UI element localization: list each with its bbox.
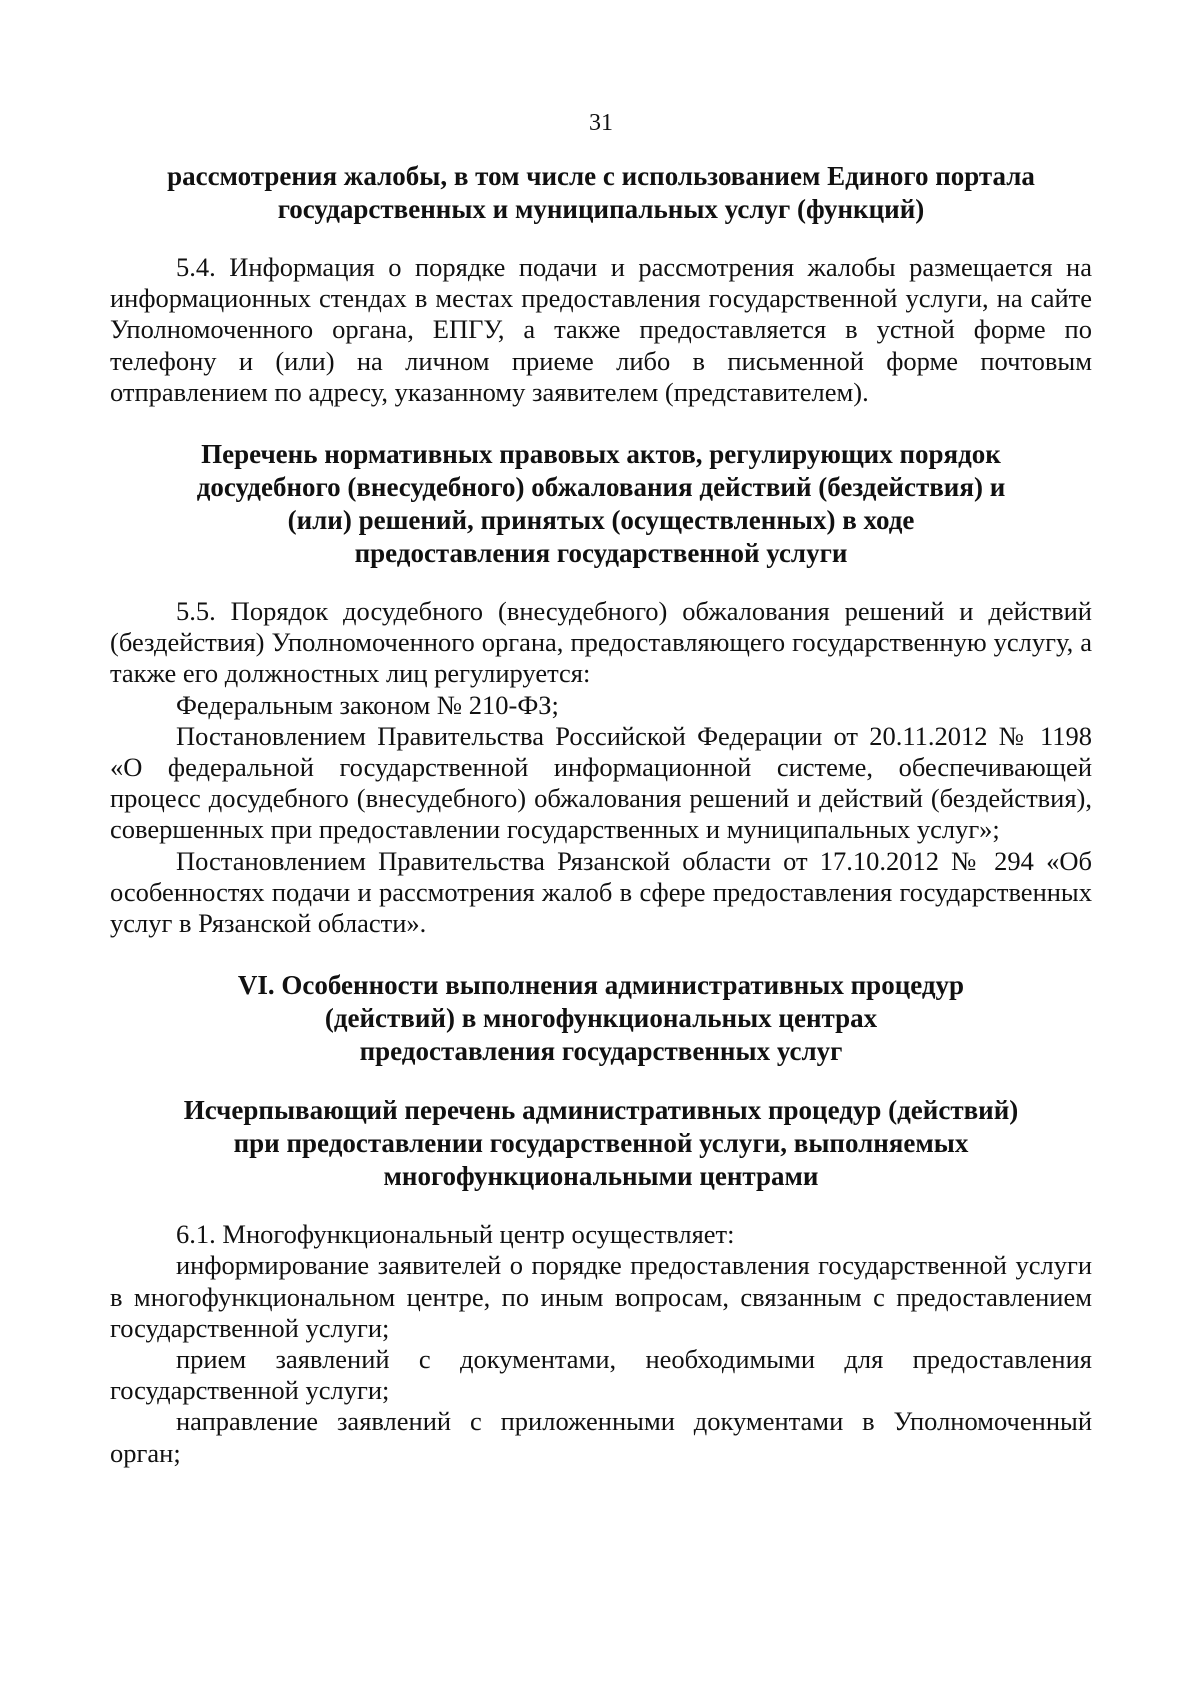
paragraph-informing: информирование заявителей о порядке предоставления государственной услуги в многофункциональном центре, по иным вопросам, связанным с предоставлением государственной услуги; [110,1250,1092,1343]
paragraph-5-5: 5.5. Порядок досудебного (внесудебного) обжалования решений и действий (бездействия) Уполномоченного органа, предоставляющего государственную услугу, а также его должностных лиц регулируется: [110,596,1092,689]
section-heading-legal-acts: Перечень нормативных правовых актов, регулирующих порядок досудебного (внесудебного) обжалования действий (бездействия) и (или) решений, принятых (осуществленных) в ходе предоставления государственной услуги [196,439,1006,569]
document-page [110,108,1092,1469]
paragraph-government-resolution-rf: Постановлением Правительства Российской Федерации от 20.11.2012 № 1198 «О федеральной государственной информационной системе, обеспечивающей процесс досудебного (внесудебного) обжалования решений и действий (бездействия), совершенных при предоставлении государственных и муниципальных услуг»; [110,720,1092,845]
paragraph-receiving: прием заявлений с документами, необходимыми для предоставления государственной услуги; [110,1344,1092,1406]
section-heading-mfc-procedures: Исчерпывающий перечень административных процедур (действий) при предоставлении государственной услуги, выполняемых многофункциональными центрами [183,1095,1019,1192]
paragraph-sending: направление заявлений с приложенными документами в Уполномоченный орган; [110,1406,1092,1468]
paragraph-federal-law: Федеральным законом № 210-ФЗ; [176,689,559,720]
page-number: 31 [589,110,613,136]
section-heading-complaint-review: рассмотрения жалобы, в том числе с использованием Единого портала государственных и муниципальных услуг (функций) [167,161,1035,224]
paragraph-6-1: 6.1. Многофункциональный центр осуществляет: [176,1219,735,1250]
paragraph-government-resolution-ryazan: Постановлением Правительства Рязанской области от 17.10.2012 № 294 «Об особенностях подачи и рассмотрения жалоб в сфере предоставления государственных услуг в Рязанской области». [110,845,1092,939]
paragraph-5-4: 5.4. Информация о порядке подачи и рассмотрения жалобы размещается на информационных стендах в местах предоставления государственной услуги, на сайте Уполномоченного органа, ЕПГУ, а также предоставляется в устной форме по телефону и (или) на личном приеме либо в письменной форме почтовым отправлением по адресу, указанному заявителем (представителем). [110,252,1092,407]
chapter-heading-vi: VI. Особенности выполнения административных процедур (действий) в многофункциональных центрах предоставления государственных услуг [237,970,965,1067]
